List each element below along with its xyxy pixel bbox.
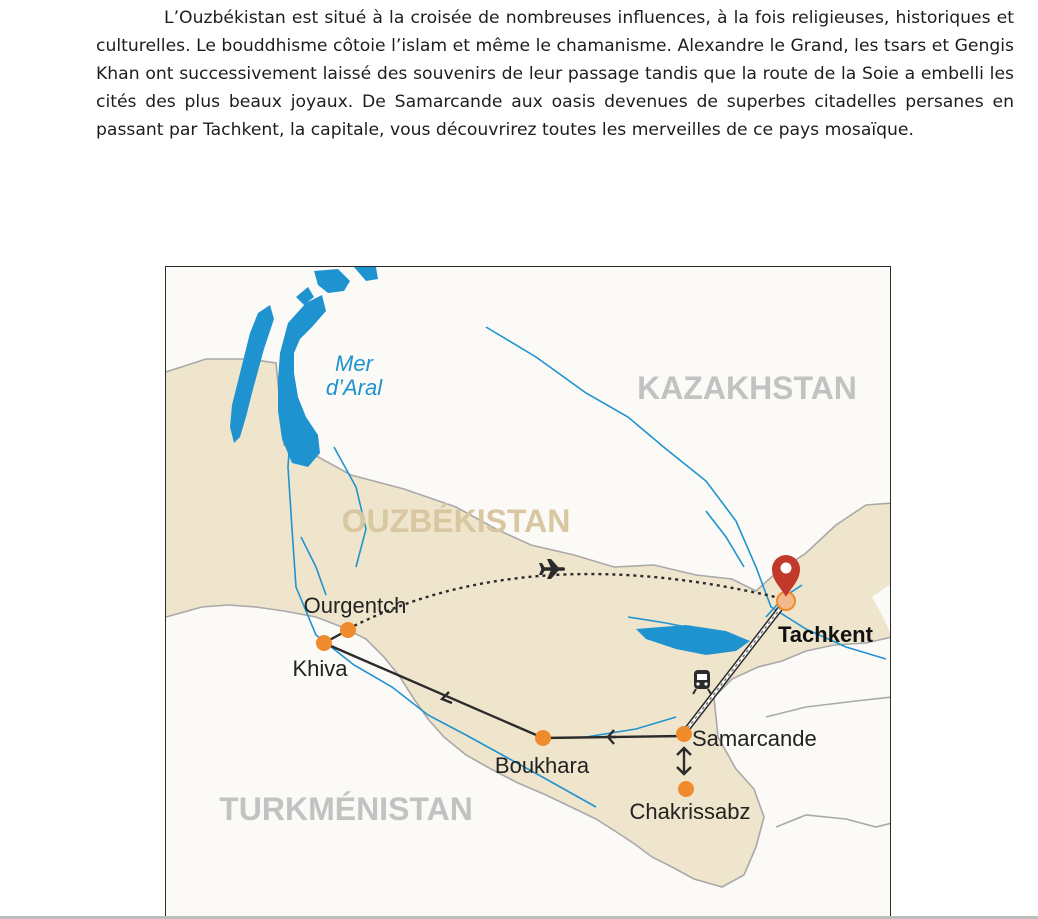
country-label-ouzbekistan: OUZBÉKISTAN [341,503,571,539]
city-dot-chakrissabz [678,781,694,797]
sea-label-line2: d’Aral [325,375,383,400]
sea-label-line1: Mer [335,351,373,376]
city-dot-ourgentch [340,622,356,638]
city-label-khiva: Khiva [292,656,348,681]
city-label-samarcande: Samarcande [692,726,817,751]
city-label-chakrissabz: Chakrissabz [629,799,751,824]
city-label-ourgentch: Ourgentch [303,593,407,618]
city-dot-boukhara [535,730,551,746]
city-dot-khiva [316,635,332,651]
map-canvas [166,267,891,919]
route-map [165,266,891,919]
intro-paragraph: L’Ouzbékistan est situé à la croisée de nombreuses influences, à la fois religieuses, historiques et culturelles. Le bouddhisme côtoie l’islam et même le chamanisme. Alexandre le Grand, les tsars et Gengis Khan ont successivement laissé des souvenirs de leur passage tandis que la route de la Soie a embelli les cités des plus beaux joyaux. De Samarcande aux oasis devenues de superbes citadelles persanes en passant par Tachkent, la capitale, vous découvrirez toutes les merveilles de ce pays mosaïque. [96,8,1014,140]
city-dot-samarcande [676,726,692,742]
city-label-tachkent: Tachkent [778,622,873,647]
country-label-kazakhstan: KAZAKHSTAN [637,370,857,406]
country-label-turkmenistan: TURKMÉNISTAN [219,791,473,827]
city-label-boukhara: Boukhara [494,753,590,778]
